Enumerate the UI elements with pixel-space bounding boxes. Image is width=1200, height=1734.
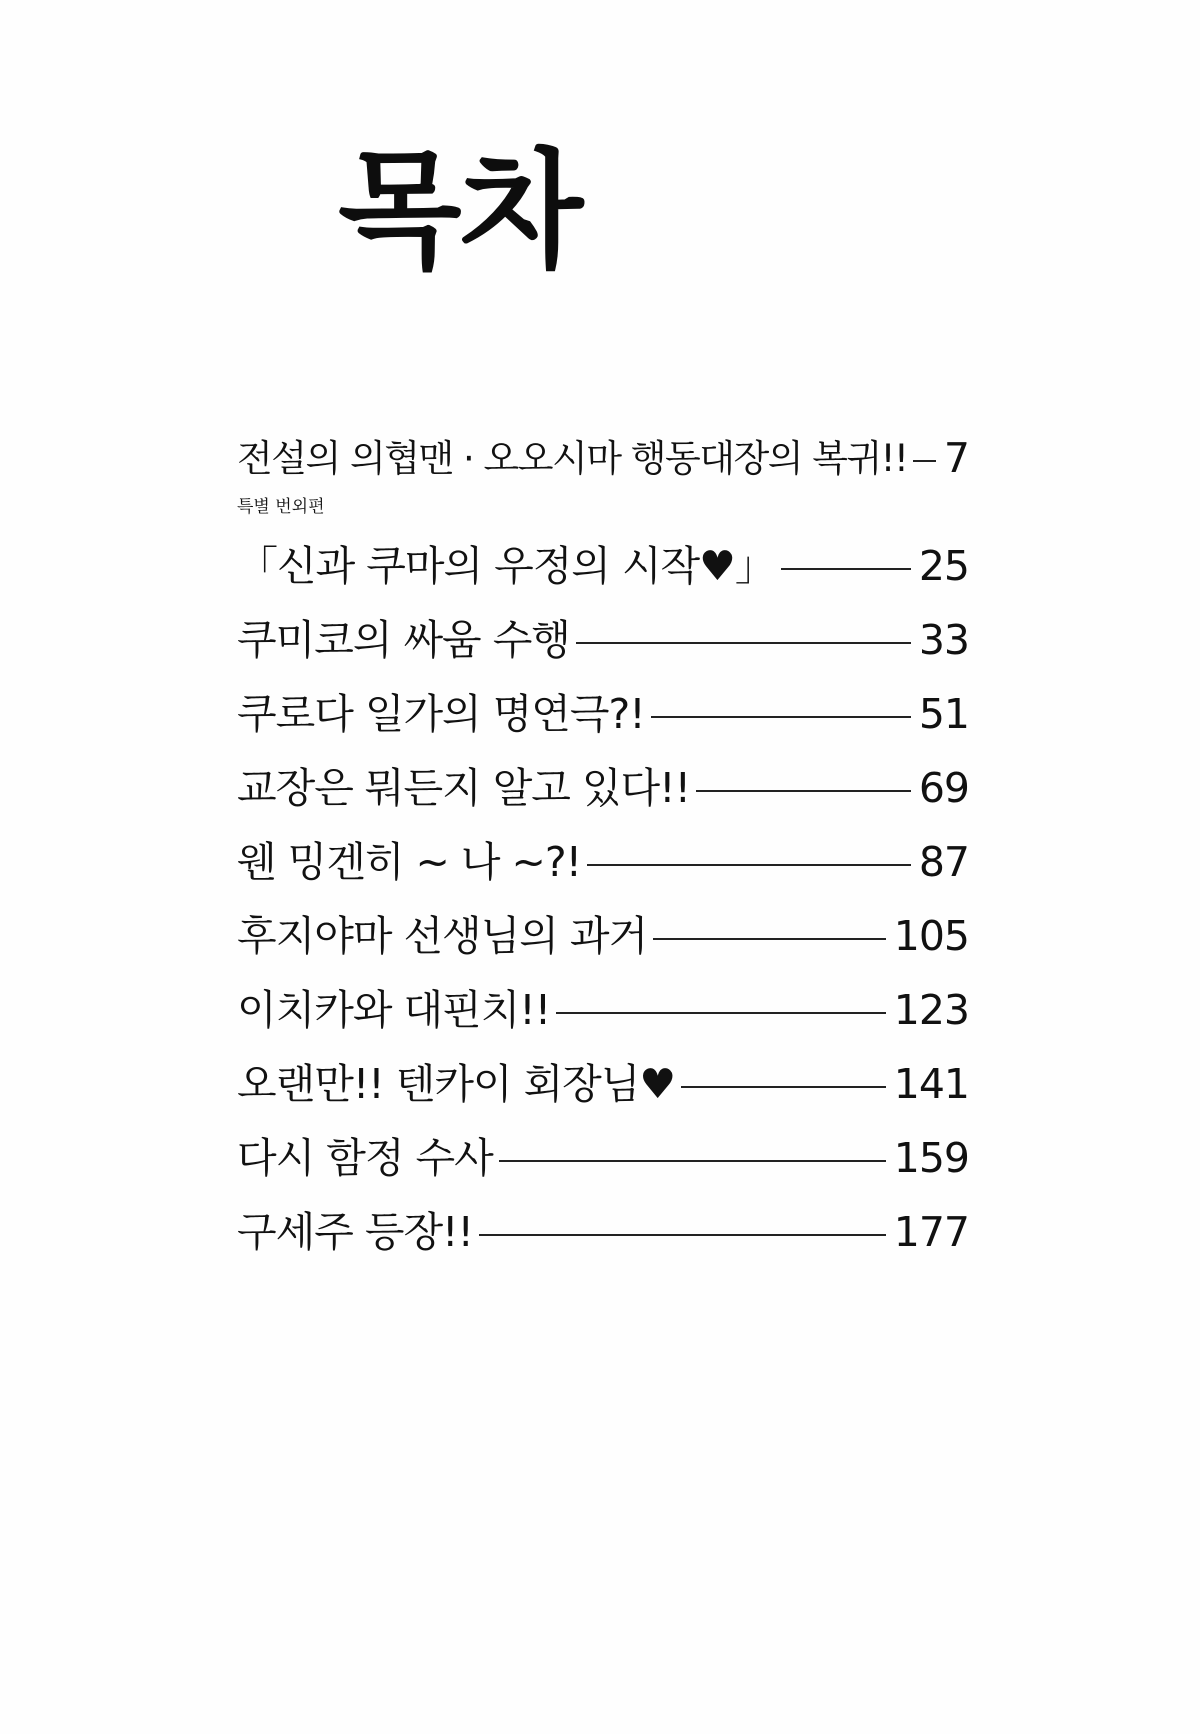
toc-entry-title: 후지야마 선생님의 과거: [237, 911, 648, 960]
toc-entry-title: 「신과 쿠마의 우정의 시작♥」: [237, 541, 775, 590]
toc-entry[interactable]: [237, 430, 969, 486]
toc-entry[interactable]: [237, 1204, 969, 1260]
toc-entry[interactable]: [237, 612, 969, 668]
toc-entry-title: 교장은 뭐든지 알고 있다!!: [237, 763, 691, 812]
toc-entry[interactable]: [237, 982, 969, 1038]
toc-entry-page: 177: [893, 1207, 969, 1256]
toc-leader-line: [499, 1160, 886, 1162]
special-edition-label: 특별 번외편: [237, 497, 325, 517]
toc-entry[interactable]: [237, 1130, 969, 1186]
toc-leader-line: [696, 790, 911, 792]
toc-entry-page: 141: [893, 1059, 969, 1108]
toc-leader-line: [479, 1234, 886, 1236]
toc-leader-line: [681, 1086, 886, 1088]
toc-entry-page: 123: [893, 985, 969, 1034]
toc-leader-line: [576, 642, 911, 644]
toc-leader-line: [556, 1012, 886, 1014]
toc-entry[interactable]: [237, 834, 969, 890]
toc-leader-line: [587, 864, 911, 866]
toc-entry-title: 전설의 의협맨 · 오오시마 행동대장의 복귀!!: [237, 436, 908, 480]
toc-entry-page: 69: [918, 763, 969, 812]
toc-entry-title: 쿠미코의 싸움 수행: [237, 615, 570, 664]
toc-entry[interactable]: [237, 908, 969, 964]
toc-entry-title: 웬 밍겐히 ~ 나 ~?!: [237, 837, 582, 886]
toc-entry[interactable]: [237, 1056, 969, 1112]
toc-entry-page: 25: [918, 541, 969, 590]
page-title: 목차: [338, 137, 582, 286]
toc-leader-line: [653, 938, 886, 940]
toc-entry[interactable]: [237, 760, 969, 816]
toc-entry-title: 구세주 등장!!: [237, 1207, 473, 1256]
toc-leader-line: [913, 460, 936, 462]
toc-entry-page: 33: [918, 615, 969, 664]
table-of-contents: [237, 0, 969, 1734]
toc-entry-title: 이치카와 대핀치!!: [237, 985, 551, 1034]
toc-entry-page: 7: [943, 433, 969, 482]
toc-leader-line: [781, 568, 911, 570]
toc-entry-title: 쿠로다 일가의 명연극?!: [237, 689, 645, 738]
toc-entry-page: 51: [918, 689, 969, 738]
toc-entry-page: 105: [893, 911, 969, 960]
toc-entry[interactable]: [237, 538, 969, 594]
toc-entry-page: 159: [893, 1133, 969, 1182]
toc-leader-line: [651, 716, 911, 718]
toc-entry[interactable]: [237, 686, 969, 742]
toc-entry-page: 87: [918, 837, 969, 886]
toc-entry-title: 오랜만!! 텐카이 회장님♥: [237, 1059, 676, 1108]
toc-entry-title: 다시 함정 수사: [237, 1133, 493, 1182]
